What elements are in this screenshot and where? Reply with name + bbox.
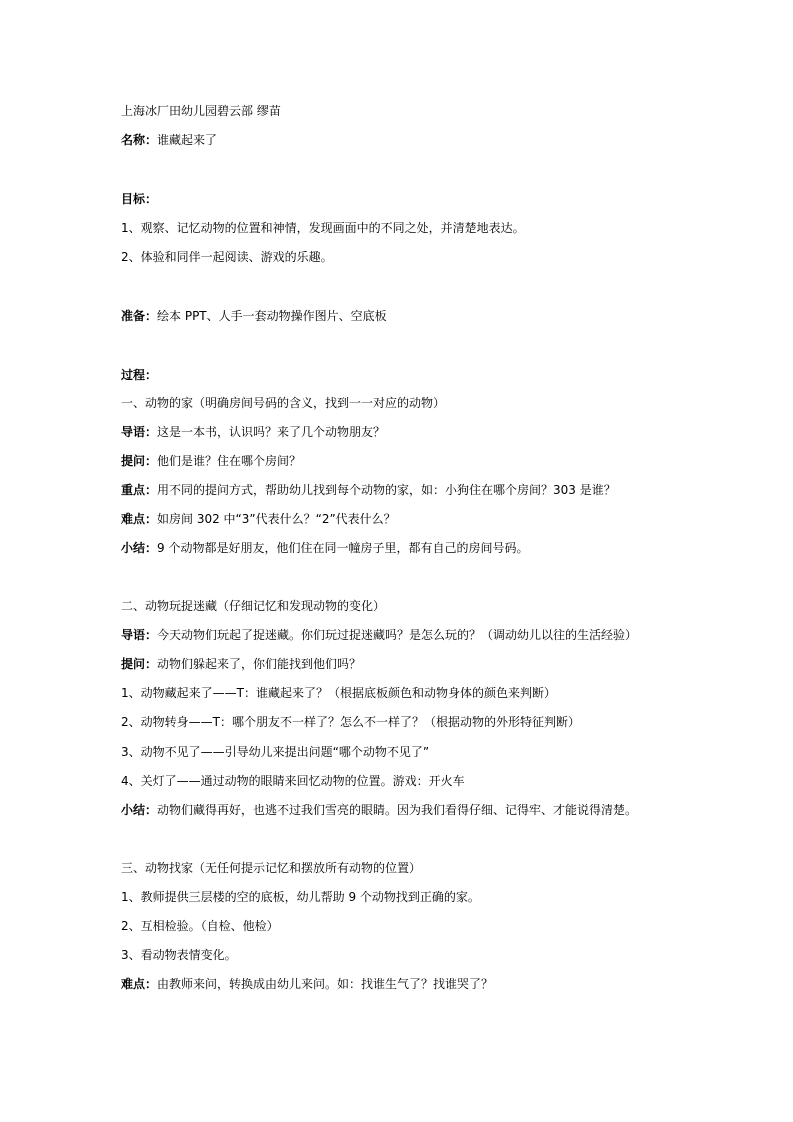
- section1-summary-label: 小结：: [121, 541, 158, 555]
- section2-intro-label: 导语：: [121, 628, 158, 642]
- goals-title: 目标：: [121, 192, 158, 206]
- section1-question-text: 他们是谁？住在哪个房间？: [157, 454, 302, 468]
- preparation-line: [121, 307, 681, 325]
- section2-item-1: 1、动物藏起来了——T：谁藏起来了？（根据底板颜色和动物身体的颜色来判断）: [121, 686, 556, 700]
- goal-item-2: 2、体验和同伴一起阅读、游戏的乐趣。: [121, 250, 333, 264]
- section2-summary-label: 小结：: [121, 803, 158, 817]
- section3-heading: 三、动物找家（无任何提示记忆和摆放所有动物的位置）: [121, 861, 422, 875]
- section1-difficulty-label: 难点：: [121, 512, 158, 526]
- name-label: 名称：: [121, 133, 158, 147]
- section3-item-3: 3、看动物表情变化。: [121, 948, 237, 962]
- section1-difficulty: [121, 510, 681, 528]
- section1-difficulty-text: 如房间 302 中“3”代表什么？“2”代表什么？: [157, 512, 396, 526]
- section1-summary-text: 9 个动物都是好朋友，他们住在同一幢房子里，都有自己的房间号码。: [157, 541, 529, 555]
- section2-intro: [121, 626, 681, 644]
- name-value: 谁藏起来了: [157, 133, 218, 147]
- section1-question-label: 提问：: [121, 454, 158, 468]
- section2-question-label: 提问：: [121, 657, 158, 671]
- name-line: [121, 131, 681, 149]
- section1-summary: [121, 539, 681, 557]
- section1-intro: [121, 423, 681, 441]
- section2-question-text: 动物们躲起来了，你们能找到他们吗？: [157, 657, 362, 671]
- section2-item-2: 2、动物转身——T：哪个朋友不一样了？怎么不一样了？（根据动物的外形特征判断）: [121, 715, 580, 729]
- goal-item-1: 1、观察、记忆动物的位置和神情，发现画面中的不同之处，并清楚地表达。: [121, 221, 525, 235]
- section2-intro-text: 今天动物们玩起了捉迷藏。你们玩过捉迷藏吗？是怎么玩的？（调动幼儿以往的生活经验）: [157, 628, 638, 642]
- preparation-label: 准备：: [121, 309, 158, 323]
- section3-difficulty: [121, 975, 681, 993]
- section1-keypoint: [121, 481, 681, 499]
- section2-question: [121, 655, 681, 673]
- section2-heading: 二、动物玩捉迷藏（仔细记忆和发现动物的变化）: [121, 599, 386, 613]
- section3-item-2: 2、互相检验。（自检、他检）: [121, 919, 279, 933]
- section2-item-3: 3、动物不见了——引导幼儿来提出问题“哪个动物不见了”: [121, 745, 430, 759]
- section1-intro-text: 这是一本书，认识吗？来了几个动物朋友？: [157, 425, 386, 439]
- section3-item-1: 1、教师提供三层楼的空的底板，幼儿帮助 9 个动物找到正确的家。: [121, 890, 480, 904]
- section1-intro-label: 导语：: [121, 425, 158, 439]
- section2-summary-text: 动物们藏得再好，也逃不过我们雪亮的眼睛。因为我们看得仔细、记得牢、才能说得清楚。: [157, 803, 638, 817]
- section1-heading: 一、动物的家（明确房间号码的含义，找到一一对应的动物）: [121, 396, 446, 410]
- section3-difficulty-label: 难点：: [121, 977, 158, 991]
- process-title: 过程：: [121, 368, 158, 382]
- section1-keypoint-text: 用不同的提问方式，帮助幼儿找到每个动物的家，如：小狗住在哪个房间？303 是谁？: [157, 483, 616, 497]
- section1-keypoint-label: 重点：: [121, 483, 158, 497]
- document-header: 上海冰厂田幼儿园碧云部 缪苗: [121, 104, 281, 118]
- section2-item-4: 4、关灯了——通过动物的眼睛来回忆动物的位置。游戏：开火车: [121, 774, 465, 788]
- section2-summary: [121, 801, 681, 819]
- section1-question: [121, 452, 681, 470]
- preparation-value: 绘本 PPT、人手一套动物操作图片、空底板: [157, 309, 387, 323]
- section3-difficulty-text: 由教师来问，转换成由幼儿来问。如：找谁生气了？找谁哭了？: [157, 977, 494, 991]
